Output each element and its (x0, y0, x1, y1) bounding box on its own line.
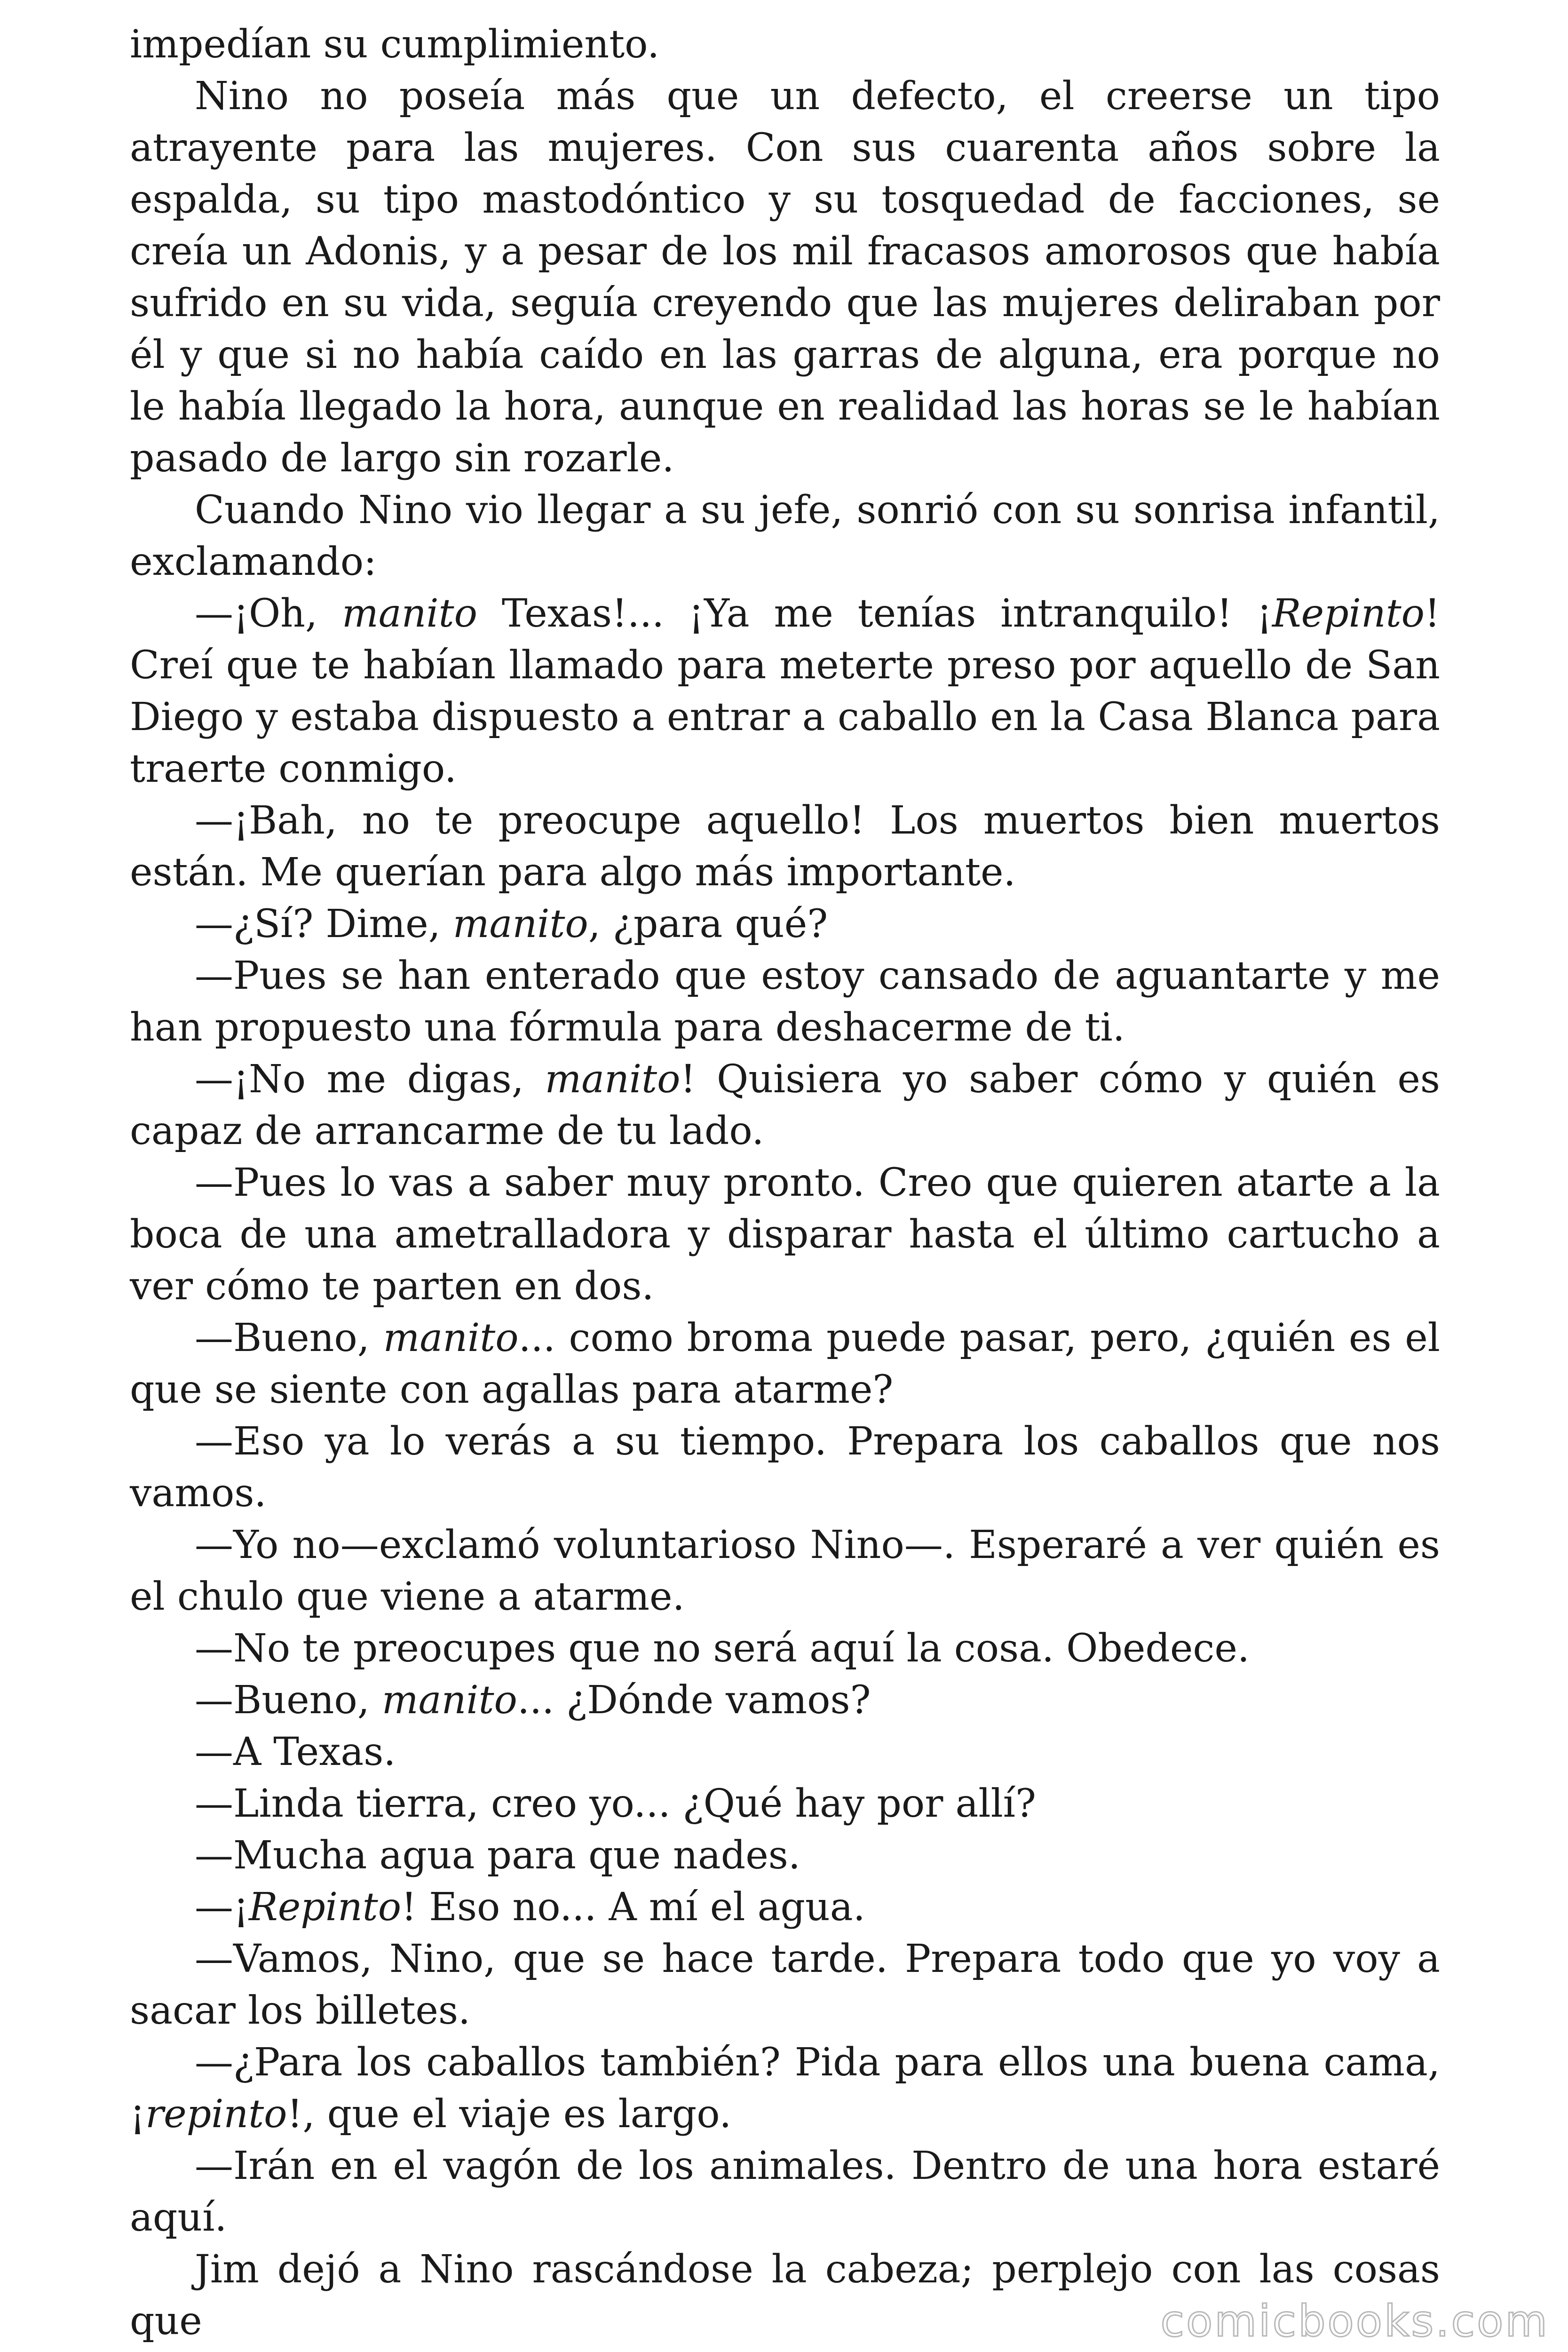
text-run: —Vamos, Nino, que se hace tarde. Prepara todo que yo voy a sacar los billetes. (130, 1937, 1440, 2033)
text-run: —¡No me digas, (195, 1057, 545, 1102)
paragraph (130, 1675, 1440, 1726)
text-run: ! Quisiera yo saber cómo y quién es capaz de arrancarme de tu lado. (130, 1057, 1440, 1153)
text-run: —Bueno, (195, 1678, 382, 1723)
paragraph (130, 1312, 1440, 1416)
text-run: Nino no poseía más que un defecto, el creerse un tipo atrayente para las mujeres. Con sus cuarenta años sobre la espalda, su tipo mastodóntico y su tosquedad de facciones, se creía un Adonis, y a pesar de los mil fracasos amorosos que había sufrido en su vida, seguía creyendo que las mujeres deliraban por él y que si no había caído en las garras de alguna, era porque no le había llegado la hora, aunque en realidad las horas se le habían pasado de largo sin rozarle. (130, 74, 1440, 481)
paragraph (130, 1882, 1440, 1933)
text-run: ! Eso no... A mí el agua. (401, 1885, 865, 1930)
text-run: impedían su cumplimiento. (130, 22, 660, 67)
paragraph (130, 71, 1440, 485)
text-run: —Mucha agua para que nades. (195, 1833, 800, 1878)
text-run: —A Texas. (195, 1730, 396, 1774)
text-run: ... como broma puede pasar, pero, ¿quién es el que se siente con agallas para atarme? (130, 1316, 1440, 1412)
paragraph (130, 1623, 1440, 1675)
text-run: Texas!... ¡Ya me tenías intranquilo! ¡ (477, 591, 1272, 636)
paragraph (130, 1054, 1440, 1157)
text-run: —¿Para los caballos también? Pida para ellos una buena cama, ¡ (130, 2040, 1440, 2137)
paragraph (130, 588, 1440, 795)
text-run: ... ¿Dónde vamos? (517, 1678, 871, 1723)
italic-text: manito (545, 1057, 681, 1102)
text-run: —Linda tierra, creo yo... ¿Qué hay por allí? (195, 1781, 1036, 1826)
italic-text: repinto (145, 2092, 287, 2137)
site-watermark: comicbooks.com (1160, 2296, 1549, 2346)
text-run: —Bueno, (195, 1316, 383, 1360)
paragraph (130, 2037, 1440, 2140)
paragraph (130, 1416, 1440, 1519)
text-run: —¡ (195, 1885, 249, 1930)
italic-text: manito (341, 591, 477, 636)
paragraph (130, 1726, 1440, 1778)
text-run: —Irán en el vagón de los animales. Dentro de una hora estaré aquí. (130, 2144, 1440, 2240)
text-run: Jim dejó a Nino rascándose la cabeza; perplejo con las cosas que (130, 2247, 1440, 2344)
paragraph (130, 1157, 1440, 1312)
text-run: !, que el viaje es largo. (287, 2092, 732, 2137)
paragraph (130, 1933, 1440, 2037)
italic-text: manito (383, 1316, 519, 1360)
paragraph (130, 898, 1440, 950)
text-run: ! Creí que te habían llamado para meterte preso por aquello de San Diego y estaba dispuesto a entrar a caballo en la Casa Blanca para traerte conmigo. (130, 591, 1440, 791)
text-run: —Eso ya lo verás a su tiempo. Prepara los caballos que nos vamos. (130, 1419, 1440, 1516)
paragraph (130, 950, 1440, 1054)
text-run: —Pues lo vas a saber muy pronto. Creo que quieren atarte a la boca de una ametralladora y disparar hasta el último cartucho a ver cómo te parten en dos. (130, 1160, 1440, 1309)
italic-text: Repinto (248, 1885, 402, 1930)
italic-text: manito (452, 902, 588, 946)
paragraph (130, 2140, 1440, 2244)
text-run: —¿Sí? Dime, (195, 902, 453, 946)
text-run: —Pues se han enterado que estoy cansado de aguantarte y me han propuesto una fórmula para deshacerme de ti. (130, 954, 1440, 1050)
text-run: Cuando Nino vio llegar a su jefe, sonrió con su sonrisa infantil, exclamando: (130, 488, 1440, 584)
paragraph (130, 485, 1440, 588)
body-text (130, 19, 1440, 2347)
paragraph (130, 1519, 1440, 1623)
italic-text: Repinto (1272, 591, 1425, 636)
text-run: —¡Bah, no te preocupe aquello! Los muertos bien muertos están. Me querían para algo más importante. (130, 798, 1440, 895)
paragraph (130, 795, 1440, 898)
text-run: , ¿para qué? (588, 902, 828, 946)
paragraph (130, 19, 1440, 71)
italic-text: manito (381, 1678, 517, 1723)
text-run: —No te preocupes que no será aquí la cosa. Obedece. (195, 1626, 1250, 1671)
text-run: —¡Oh, (195, 591, 342, 636)
paragraph (130, 1830, 1440, 1882)
paragraph (130, 1778, 1440, 1830)
text-run: —Yo no—exclamó voluntarioso Nino—. Esperaré a ver quién es el chulo que viene a atarme. (130, 1523, 1440, 1619)
